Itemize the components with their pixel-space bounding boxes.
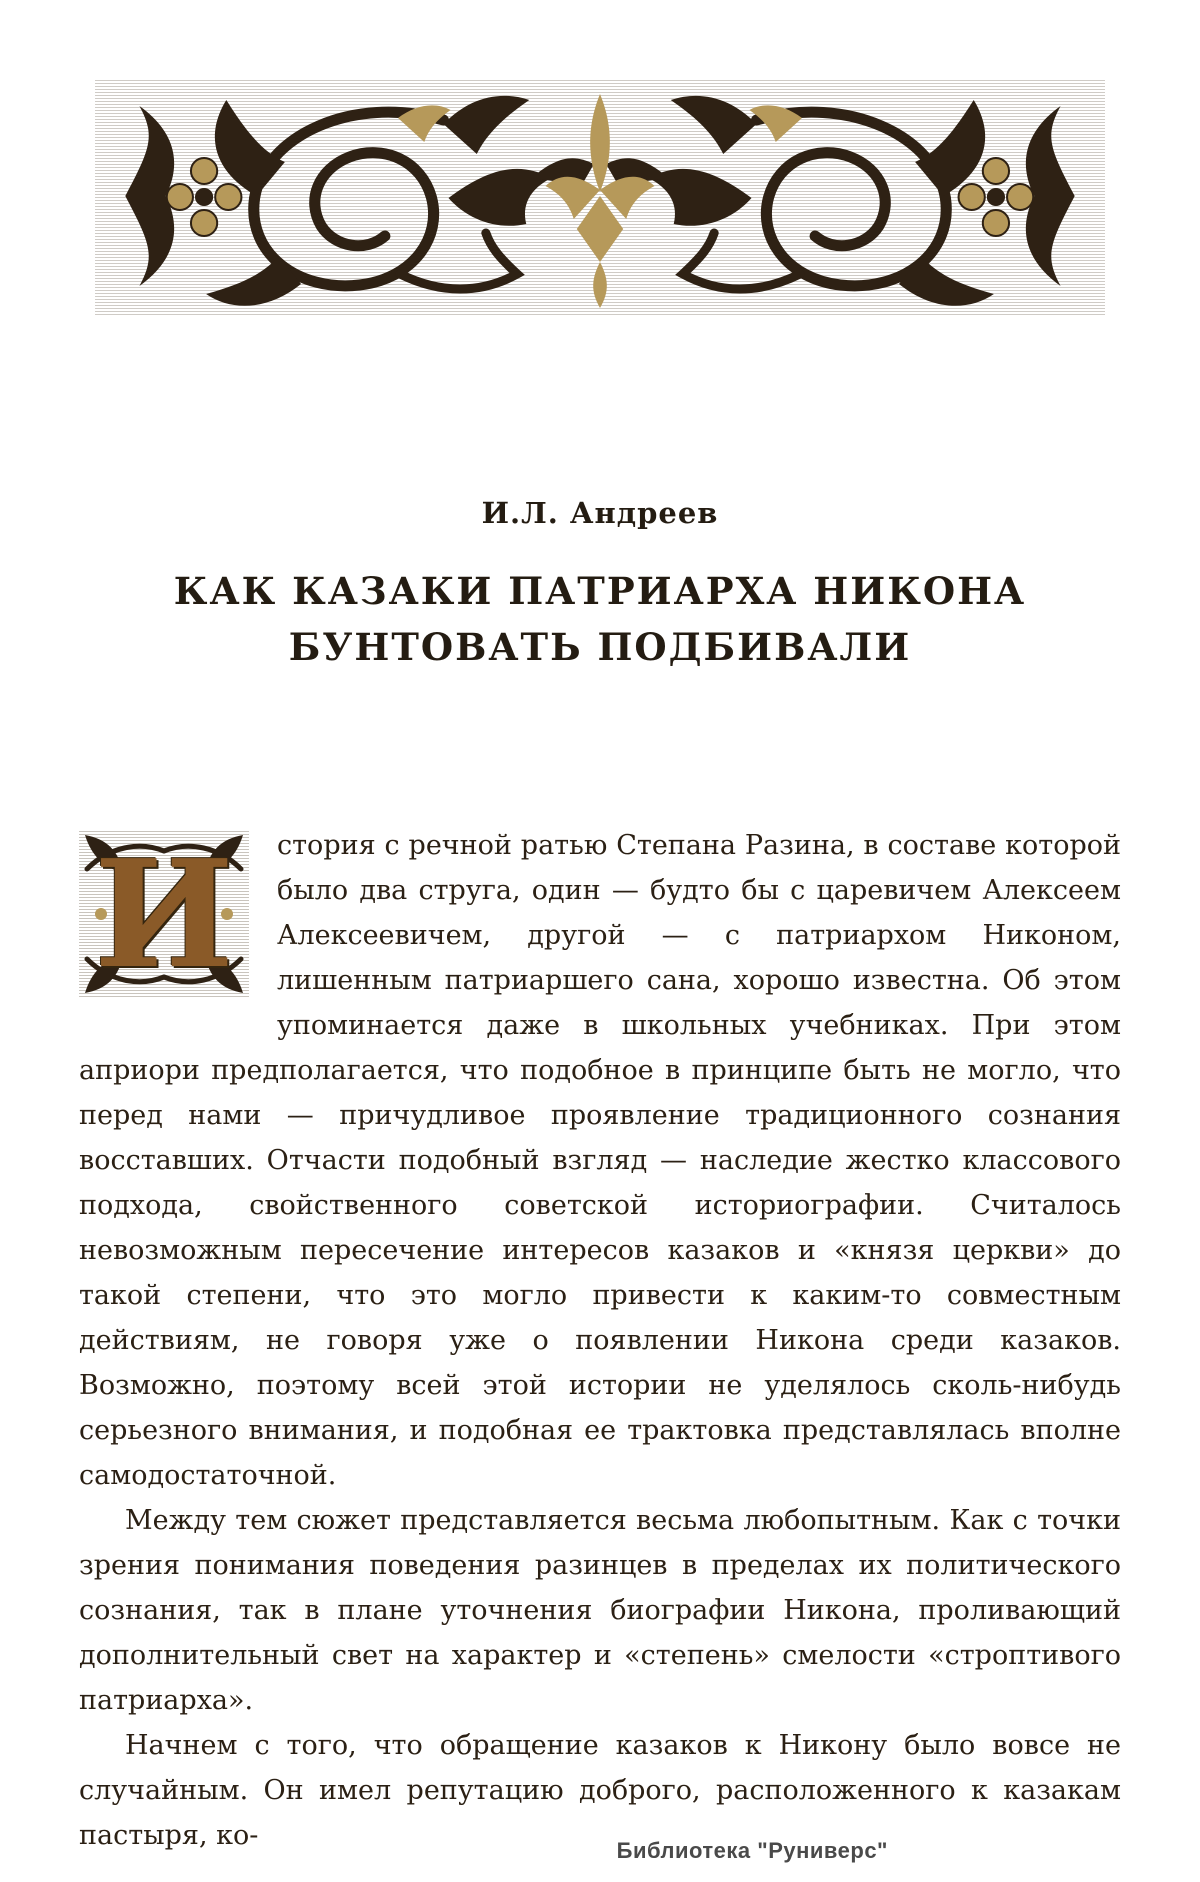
- author-name: И.Л. Андреев: [481, 496, 719, 530]
- page-title-line2: БУНТОВАТЬ ПОДБИВАЛИ: [288, 624, 912, 669]
- drop-cap-letter: И: [94, 827, 234, 1001]
- drop-cap-initial: [79, 829, 249, 999]
- paragraph-1: стория с речной ратью Степана Разина, в составе которой было два струга, один — будто бы с царевичем Алексеем Алексеевичем, другой — с патриархом Никоном, лишенным патриаршего сана, хорошо известна. Об этом упоминается даже в школьных учебниках. При этом априори предполагается, что подобное в принципе быть не могло, что перед нами — причудливое проявление традиционного сознания восставших. Отчасти подобный взгляд — наследие жестко классового подхода, свойственного советской историографии. Считалось невозможным пересечение интересов казаков и «князя церкви» до такой степени, что это могло привести к каким-то совместным действиям, не говоря уже о появлении Никона среди казаков. Возможно, поэтому всей этой истории не уделялось сколь-нибудь серьезного внимания, и подобная ее трактовка представлялась вполне самодостаточной.: [79, 830, 1121, 1491]
- page-title-line1: КАК КАЗАКИ ПАТРИАРХА НИКОНА: [173, 569, 1027, 613]
- ornament-flourish-icon: [95, 78, 1105, 316]
- page-title: [0, 564, 1200, 675]
- paragraph-3: Начнем с того, что обращение казаков к Никону было вовсе не случайным. Он имел репутацию доброго, расположенного к казакам пастыря, ко-: [79, 1730, 1121, 1851]
- body-text: [79, 823, 1121, 1858]
- footer-watermark: Библиотека "Руниверс": [616, 1838, 888, 1863]
- paragraph-2: Между тем сюжет представляется весьма любопытным. Как с точки зрения понимания поведения разинцев в пределах их политического сознания, так в плане уточнения биографии Никона, проливающий дополнительный свет на характер и «степень» смелости «строптивого патриарха».: [79, 1505, 1121, 1716]
- ornament-band: [95, 78, 1105, 316]
